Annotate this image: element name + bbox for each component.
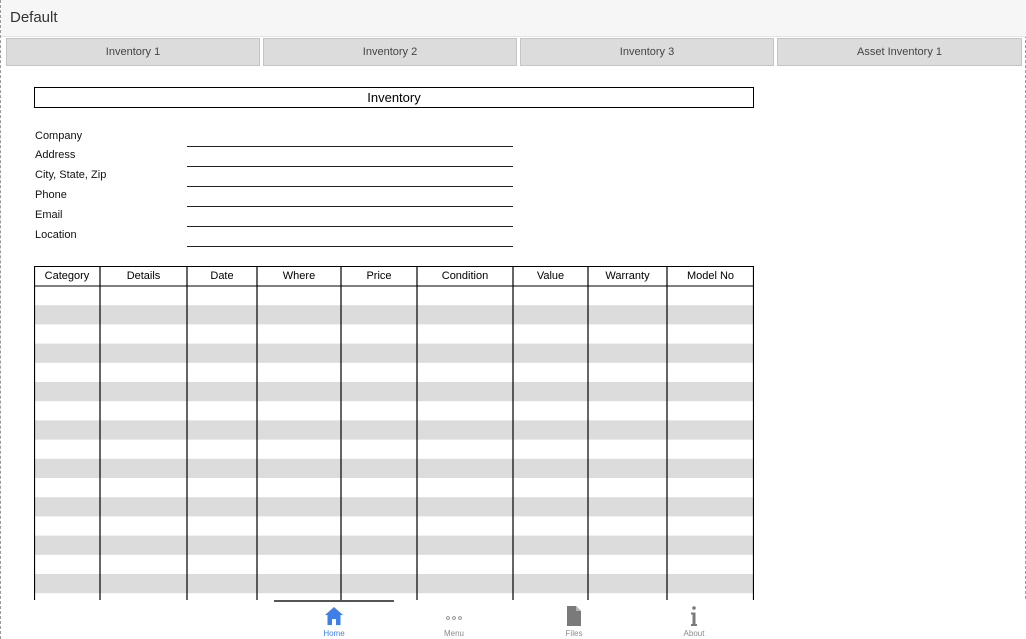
nav-files-button[interactable] bbox=[514, 602, 634, 639]
nav-about-label: About bbox=[683, 629, 705, 638]
nav-about-button[interactable] bbox=[634, 602, 754, 639]
tab-asset-inventory-1[interactable]: Asset Inventory 1 bbox=[777, 38, 1022, 66]
column-header-where: Where bbox=[282, 270, 316, 282]
info-icon bbox=[684, 605, 704, 627]
document-title: Default bbox=[10, 9, 58, 26]
table-grid-lines bbox=[34, 266, 754, 600]
table-row-stripe bbox=[34, 305, 754, 324]
tab-inventory-2[interactable]: Inventory 2 bbox=[263, 38, 517, 66]
location-label: Location bbox=[35, 229, 77, 241]
column-header-date: Date bbox=[210, 270, 234, 282]
table-row-stripe bbox=[34, 344, 754, 363]
column-header-category: Category bbox=[44, 270, 90, 282]
home-icon bbox=[324, 605, 344, 627]
tab-inventory-1[interactable]: Inventory 1 bbox=[6, 38, 260, 66]
address-field[interactable] bbox=[187, 166, 513, 167]
nav-home-label: Home bbox=[323, 629, 345, 638]
company-label: Company bbox=[35, 130, 83, 142]
column-header-warranty: Warranty bbox=[605, 270, 650, 282]
table-row-stripe bbox=[34, 459, 754, 478]
nav-menu-button[interactable] bbox=[394, 602, 514, 639]
phone-label: Phone bbox=[35, 189, 67, 201]
file-icon bbox=[564, 605, 584, 627]
table-row-stripe bbox=[34, 420, 754, 439]
address-label: Address bbox=[35, 149, 76, 161]
nav-home-button[interactable] bbox=[274, 602, 394, 639]
location-field[interactable] bbox=[187, 246, 513, 247]
phone-field[interactable] bbox=[187, 206, 513, 207]
table-row-stripe bbox=[34, 574, 754, 593]
column-header-details: Details bbox=[126, 270, 161, 282]
nav-menu-label: Menu bbox=[443, 629, 464, 638]
column-header-model-no: Model No bbox=[686, 270, 735, 282]
title-bar bbox=[1, 0, 1026, 37]
bottom-tab-bar bbox=[1, 600, 1026, 639]
email-label: Email bbox=[35, 209, 63, 221]
nav-files-label: Files bbox=[565, 629, 583, 638]
table-row-stripe bbox=[34, 382, 754, 401]
table-row-stripe bbox=[34, 497, 754, 516]
more-dots-icon bbox=[444, 605, 464, 627]
tab-inventory-3[interactable]: Inventory 3 bbox=[520, 38, 774, 66]
column-header-condition: Condition bbox=[441, 270, 489, 282]
email-field[interactable] bbox=[187, 226, 513, 227]
column-header-price: Price bbox=[366, 270, 392, 282]
inventory-table[interactable] bbox=[34, 266, 754, 600]
column-header-value: Value bbox=[536, 270, 565, 282]
sheet-title: Inventory bbox=[34, 87, 754, 108]
company-field[interactable] bbox=[187, 146, 513, 147]
table-row-stripe bbox=[34, 536, 754, 555]
city-state-zip-field[interactable] bbox=[187, 186, 513, 187]
city-state-zip-label: City, State, Zip bbox=[35, 169, 107, 181]
sheet-tab-bar bbox=[1, 38, 1026, 66]
